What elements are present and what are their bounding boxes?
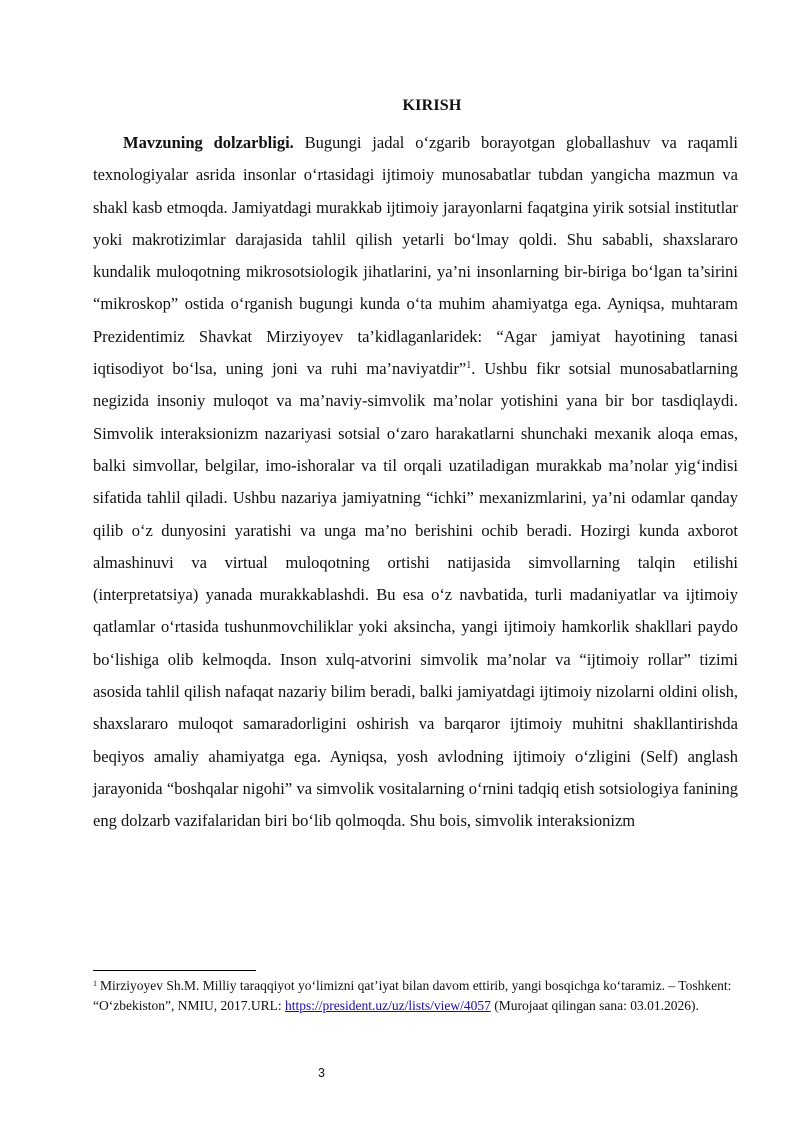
- footnote-text-after-link: (Murojaat qilingan sana: 03.01.2026).: [490, 997, 699, 1013]
- footnote-reference[interactable]: 1: [466, 360, 472, 372]
- paragraph-text: Bugungi jadal o‘zgarib borayotgan globallashuv va raqamli texnologiyalar asrida insonlar o‘rtasidagi ijtimoiy munosabatlar tubdan yangicha mazmun va shakl kasb etmoqda. Jamiyatdagi murakkab ijtimoiy jarayonlarni faqatgina yirik sotsial institutlar yoki makrotizimlar darajasida tahlil qilish yetarli bo‘lmay qoldi. Shu sababli, shaxslararo kundalik muloqotning mikrosotsiologik jihatlarini, ya’ni insonlarning bir-biriga bo‘lgan ta’sirini “mikroskop” ostida o‘rganish bugungi kunda o‘ta muhim ahamiyatga ega. Ayniqsa, muhtaram Prezidentimiz Shavkat Mirziyoyev ta’kidlaganlaridek: “Agar jamiyat hayotining tanasi iqtisodiyot bo‘lsa, uning joni va ruhi ma’naviyatdir”: [93, 133, 738, 379]
- paragraph-text-continued: . Ushbu fikr sotsial munosabatlarning negizida insoniy muloqot va ma’naviy-simvolik ma’nolar yotishini yana bir bor tasdiqlaydi. Simvolik interaksionizm nazariyasi sotsial o‘zaro harakatlarni shunchaki mexanik aloqa emas, balki simvollar, belgilar, imo-ishoralar va til orqali uzatiladigan murakkab ma’nolar yig‘indisi sifatida tahlil qiladi. Ushbu nazariya jamiyatning “ichki” mexanizmlarini, ya’ni odamlar qanday qilib o‘z dunyosini yaratishi va unga ma’no berishini ochib beradi. Hozirgi kunda axborot almashinuvi va virtual muloqotning ortishi natijasida simvollarning talqin etilishi (interpretatsiya) yanada murakkablashdi. Bu esa o‘z navbatida, turli madaniyatlar va ijtimoiy qatlamlar o‘rtasida tushunmovchiliklar yoki aksincha, yangi ijtimoiy hamkorlik shakllari paydo bo‘lishiga olib kelmoqda. Inson xulq-atvorini simvolik ma’nolar va “ijtimoiy rollar” tizimi asosida tahlil qilish nafaqat nazariy bilim beradi, balki jamiyatdagi ijtimoiy nizolarni oldini olish, shaxslararo muloqot samaradorligini oshirish va barqaror ijtimoiy muhitni shakllantirishda beqiyos amaliy ahamiyatga ega. Ayniqsa, yosh avlodning ijtimoiy o‘zligini (Self) anglash jarayonida “boshqalar nigohi” va simvolik vositalarning o‘rnini tadqiq etish sotsiologiya fanining eng dolzarb vazifalaridan biri bo‘lib qolmoqda. Shu bois, simvolik interaksionizm: [93, 359, 738, 831]
- footnote-marker: 1: [93, 979, 97, 988]
- body-paragraph: [93, 127, 738, 838]
- footnote-separator: [93, 970, 256, 971]
- paragraph-lead: Mavzuning dolzarbligi.: [123, 133, 294, 152]
- footnote-link[interactable]: https://president.uz/uz/lists/view/4057: [284, 997, 491, 1013]
- footnote: [93, 976, 743, 1015]
- footnote-text: Mirziyoyev Sh.M. Milliy taraqqiyot yo‘limizni qat’iyat bilan davom ettirib, yangi bosqichga ko‘taramiz. – Toshkent: “O‘zbekiston”, NMIU, 2017.URL:: [93, 978, 732, 1013]
- section-heading: KIRISH: [402, 97, 462, 114]
- page-number: 3: [318, 1066, 325, 1080]
